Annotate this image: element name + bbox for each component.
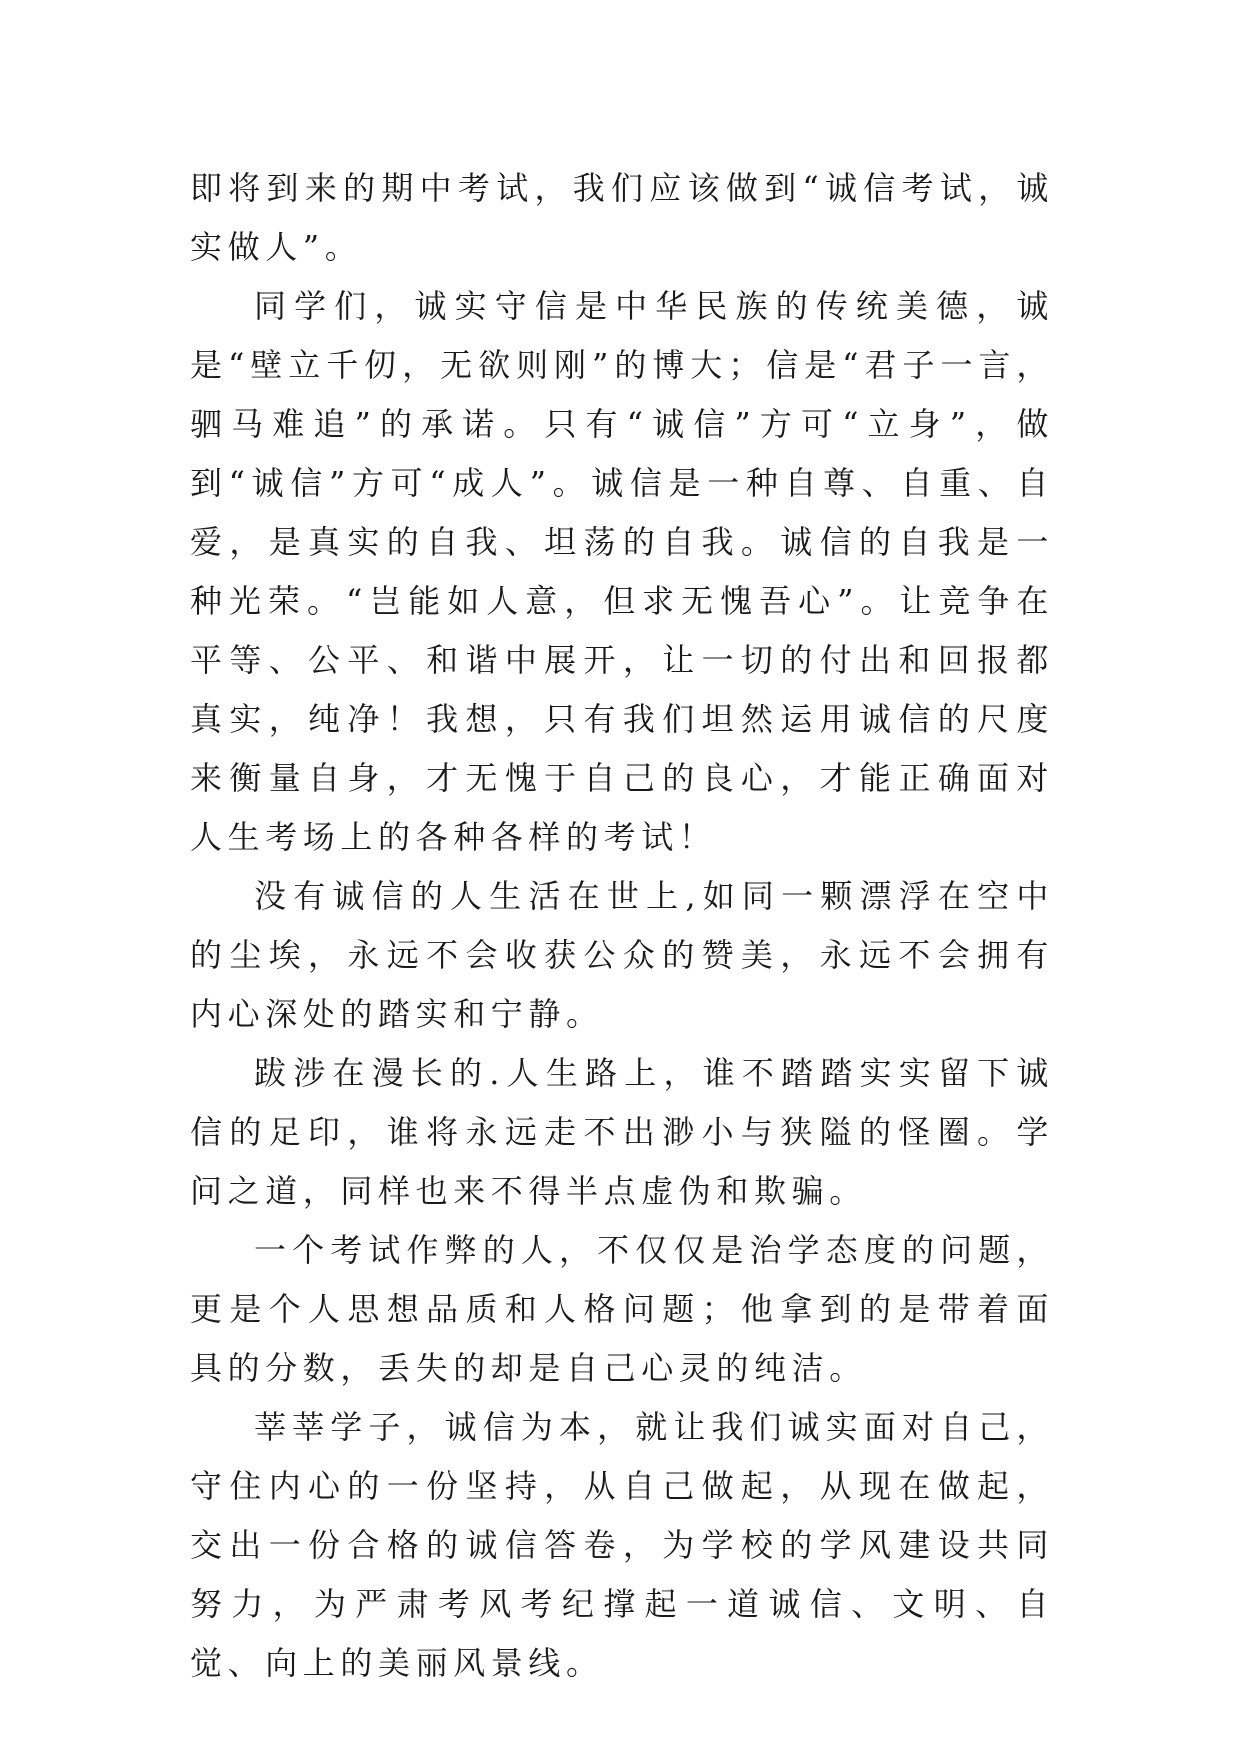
paragraph-5: 一个考试作弊的人，不仅仅是治学态度的问题，更是个人思想品质和人格问题；他拿到的是带着面具的分数，丢失的却是自己心灵的纯洁。 [190,1231,1054,1387]
paragraph-6: 莘莘学子，诚信为本，就让我们诚实面对自己，守住内心的一份坚持，从自己做起，从现在做起，交出一份合格的诚信答卷，为学校的学风建设共同努力，为严肃考风考纪撑起一道诚信、文明、自觉、向上的美丽风景线。 [190,1408,1054,1682]
paragraph-3: 没有诚信的人生活在世上,如同一颗漂浮在空中的尘埃，永远不会收获公众的赞美，永远不会拥有内心深处的踏实和宁静。 [190,877,1054,1033]
paragraph-4: 跋涉在漫长的.人生路上，谁不踏踏实实留下诚信的足印，谁将永远走不出渺小与狭隘的怪圈。学问之道，同样也来不得半点虚伪和欺骗。 [190,1054,1054,1210]
document-body [190,159,1054,1693]
paragraph-2: 同学们，诚实守信是中华民族的传统美德，诚是“壁立千仞，无欲则刚”的博大；信是“君子一言，驷马难追”的承诺。只有“诚信”方可“立身”，做到“诚信”方可“成人”。诚信是一种自尊、自重、自爱，是真实的自我、坦荡的自我。诚信的自我是一种光荣。“岂能如人意，但求无愧吾心”。让竞争在平等、公平、和谐中展开，让一切的付出和回报都真实，纯净！我想，只有我们坦然运用诚信的尺度来衡量自身，才无愧于自己的良心，才能正确面对人生考场上的各种各样的考试！ [190,287,1054,856]
paragraph-1: 即将到来的期中考试，我们应该做到“诚信考试，诚实做人”。 [190,169,1054,266]
